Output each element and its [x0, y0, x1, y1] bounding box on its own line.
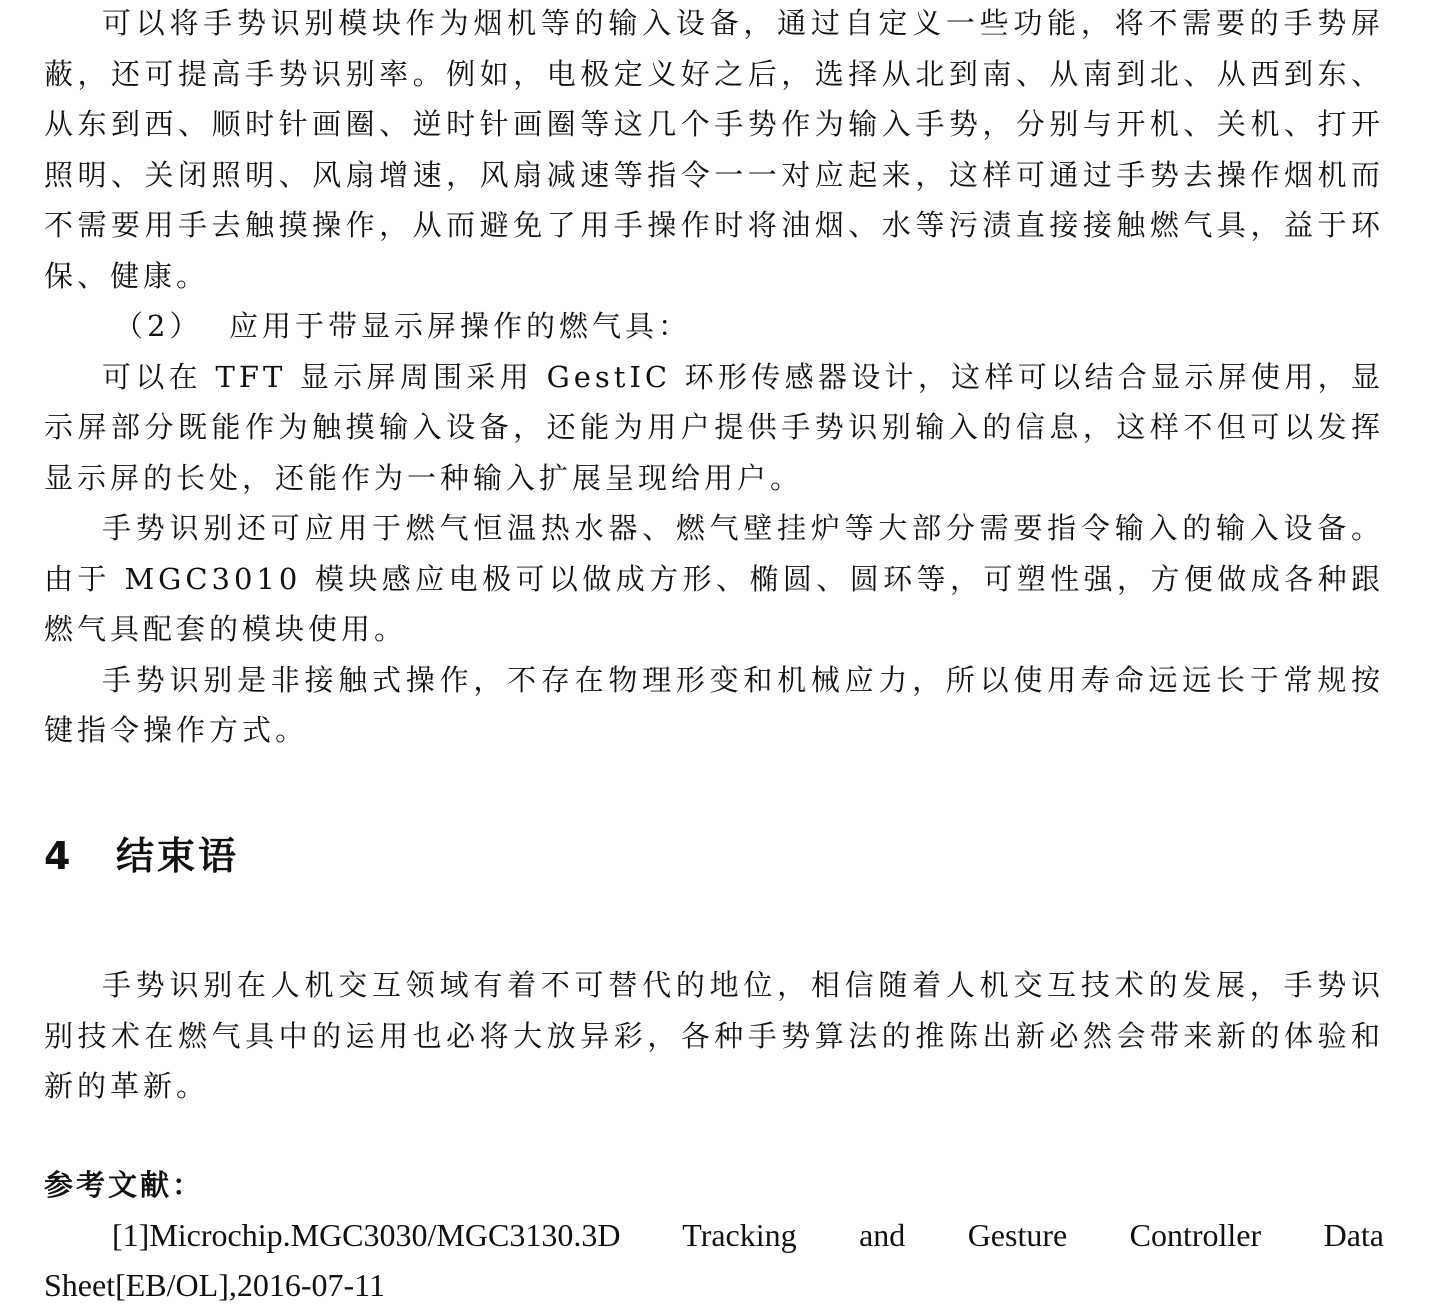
section-heading	[44, 828, 239, 884]
subheading-number: （2）	[114, 309, 203, 343]
conclusion-block	[44, 960, 1384, 1112]
body-paragraph-range-hood: 可以将手势识别模块作为烟机等的输入设备，通过自定义一些功能，将不需要的手势屏蔽，还可提高手势识别率。例如，电极定义好之后，选择从北到南、从南到北、从西到东、从东到西、顺时针画圈、逆时针画圈等这几个手势作为输入手势，分别与开机、关机、打开照明、关闭照明、风扇增速，风扇减速等指令一一对应起来，这样可通过手势去操作烟机而不需要用手去触摸操作，从而避免了用手操作时将油烟、水等污渍直接接触燃气具，益于环保、健康。	[44, 6, 1384, 293]
section-number: 4	[44, 834, 74, 878]
subheading-text: 应用于带显示屏操作的燃气具：	[229, 309, 692, 343]
reference-item: [1]Microchip.MGC3030/MGC3130.3D Tracking and Gesture Controller Data Sheet[EB/OL],2016-07-11	[44, 1217, 1384, 1303]
section-title: 结束语	[116, 834, 240, 878]
references-block	[44, 1160, 1384, 1310]
subheading-display-screen	[44, 301, 1384, 352]
references-title: 参考文献：	[44, 1168, 205, 1202]
document-page	[44, 0, 1384, 1303]
conclusion-paragraph: 手势识别在人机交互领域有着不可替代的地位，相信随着人机交互技术的发展，手势识别技术在燃气具中的运用也必将大放异彩，各种手势算法的推陈出新必然会带来新的体验和新的革新。	[44, 968, 1384, 1103]
body-paragraph-non-contact: 手势识别是非接触式操作，不存在物理形变和机械应力，所以使用寿命远远长于常规按键指令操作方式。	[44, 662, 1384, 747]
body-paragraph-tft-display: 可以在 TFT 显示屏周围采用 GestIC 环形传感器设计，这样可以结合显示屏使用，显示屏部分既能作为触摸输入设备，还能为用户提供手势识别输入的信息，这样不但可以发挥显示屏的长处，还能作为一种输入扩展呈现给用户。	[44, 359, 1384, 495]
body-paragraph-water-heater: 手势识别还可应用于燃气恒温热水器、燃气壁挂炉等大部分需要指令输入的输入设备。由于 MGC3010 模块感应电极可以做成方形、椭圆、圆环等，可塑性强，方便做成各种跟燃气具配套的模块使用。	[44, 511, 1384, 646]
